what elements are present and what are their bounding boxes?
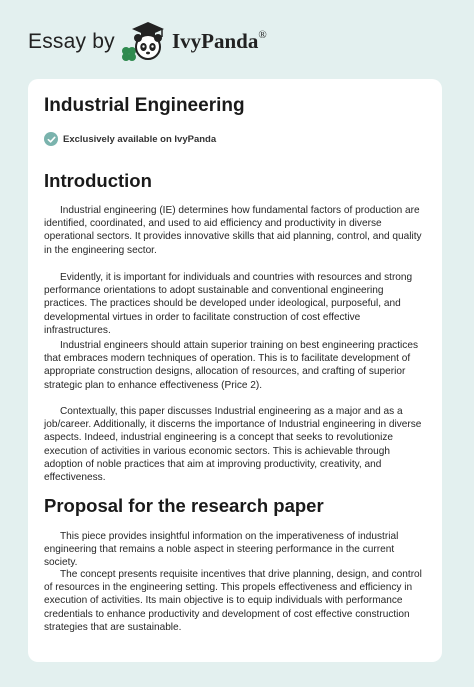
paragraph: This piece provides insightful information on the imperativeness of industrial engineering that remains a noble aspect in steering performance in the current society. xyxy=(44,531,399,569)
brand-name[interactable]: IvyPanda® xyxy=(172,29,267,53)
paragraph: The concept presents requisite incentives that drive planning, design, and control of resources in the engineering setting. This propels effectiveness and efficiency in execution of activities. Its main objective is to equip individuals with performance credentials to enhance productivity and development of cost effective construction strategies that are sustainable. xyxy=(44,569,422,633)
exclusive-label: Exclusively available on IvyPanda xyxy=(63,133,217,145)
essay-by-label: Essay by xyxy=(28,30,115,53)
page-title: Industrial Engineering xyxy=(44,95,245,116)
paragraph: Industrial engineers should attain superior training on best engineering practices that embraces modern techniques of operation. This is to facilitate development of appropriate construction designs, allocation of resources, and crafting of superior strategic plan to enhance effectiveness (Price 2). xyxy=(44,340,418,391)
panda-logo-icon[interactable] xyxy=(118,21,168,63)
exclusive-badge xyxy=(44,131,216,147)
check-circle-icon xyxy=(44,132,58,146)
paragraph: Industrial engineering (IE) determines how fundamental factors of production are identified, coordinated, and used to aid efficiency and productivity in diverse operational sectors. It provides innovative skills that aid planning, control, and quality in the engineering sector. xyxy=(44,205,422,256)
registered-mark: ® xyxy=(258,29,267,41)
document-card xyxy=(28,79,442,662)
paragraph: Contextually, this paper discusses Industrial engineering as a major and as a job/career. Additionally, it discerns the importance of Industrial engineering in diverse aspects. Indeed, industrial engineering is a concept that seeks to revolutionize execution of activities in various economic sectors. This is achievable through adoption of noble practices that aim at improving productivity, creativity, and effectiveness. xyxy=(44,406,422,484)
paragraph: Evidently, it is important for individuals and countries with resources and strong performance orientations to adopt sustainable and conventional engineering practices. The practices should be developed under ideological, purposeful, and developmental virtues in order to facilitate construction of cost effective infrastructures. xyxy=(44,272,413,336)
section-heading-proposal: Proposal for the research paper xyxy=(44,495,324,516)
site-header xyxy=(0,0,474,80)
section-heading-introduction: Introduction xyxy=(44,170,152,191)
